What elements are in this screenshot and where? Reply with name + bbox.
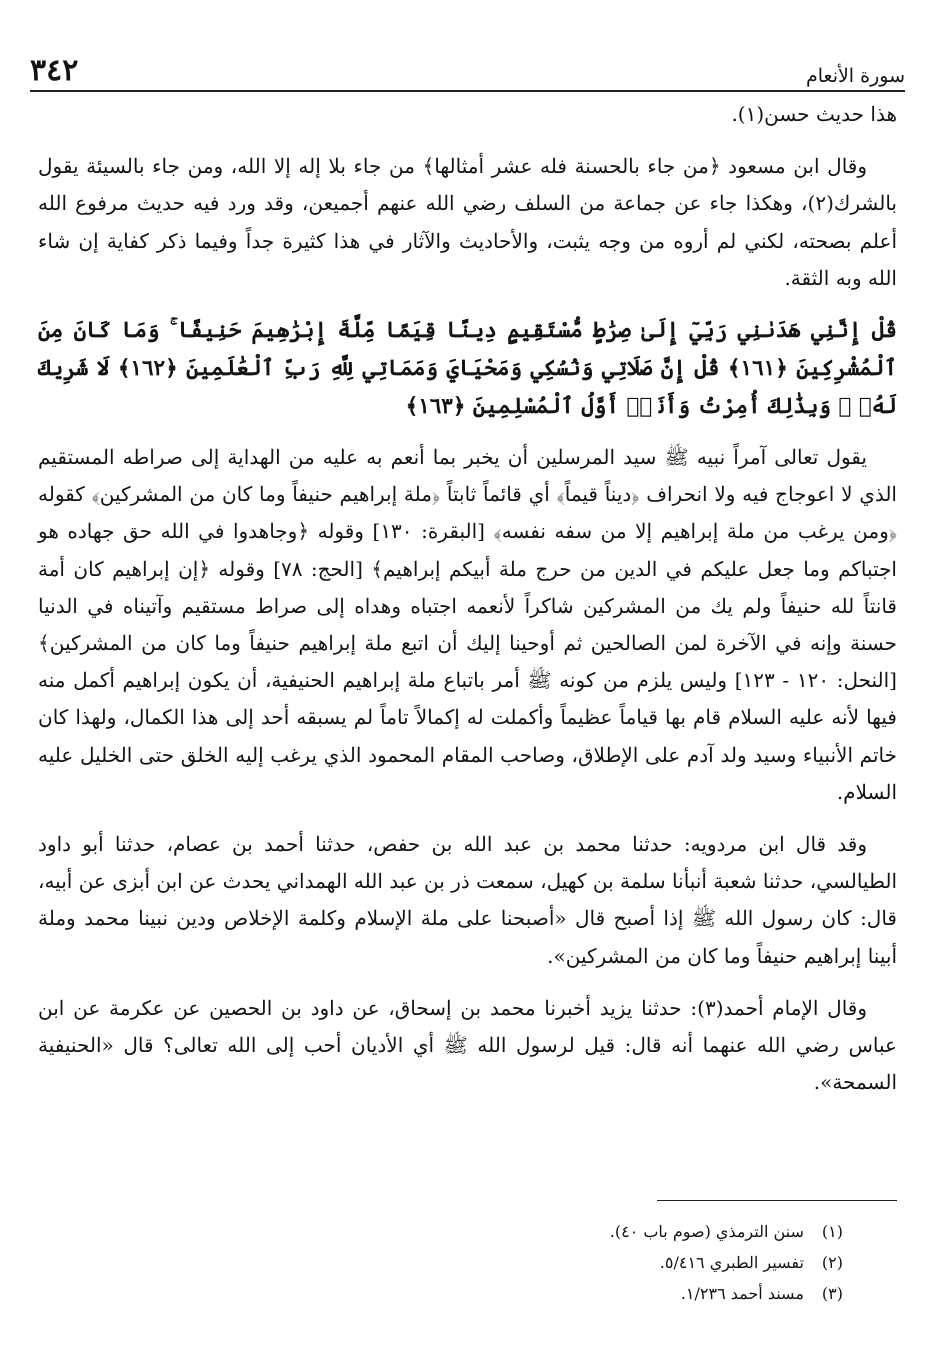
footnote-text: مسند أحمد ١/٢٣٦. (680, 1284, 804, 1303)
footnote-divider (657, 1200, 897, 1201)
footnote-text: سنن الترمذي (صوم باب ٤٠). (609, 1222, 804, 1241)
paragraph-imam-ahmad: وقال الإمام أحمد(٣): حدثنا يزيد أخبرنا محمد بن إسحاق، عن داود بن الحصين عن عكرمة عن ابن عباس رضي الله عنهما أنه قال: قيل لرسول الله ﷺ أي الأديان أحب إلى الله تعالى؟ قال «الحنيفية السمحة». (38, 995, 897, 1095)
paragraph-tafsir-commentary: يقول تعالى آمراً نبيه ﷺ سيد المرسلين أن يخبر بما أنعم به عليه من الهداية إلى صراطه المستقيم الذي لا اعوجاج فيه ولا انحراف ﴿ديناً قيماً﴾ أي قائماً ثابتاً ﴿ملة إبراهيم حنيفاً وما كان من المشركين﴾ كقوله ﴿ومن يرغب من ملة إبراهيم إلا من سفه نفسه﴾ [البقرة: ١٣٠] وقوله ﴿وجاهدوا في الله حق جهاده هو اجتباكم وما جعل عليكم في الدين من حرج ملة أبيكم إبراهيم﴾ [الحج: ٧٨] وقوله ﴿إن إبراهيم كان أمة قانتاً لله حنيفاً ولم يك من المشركين شاكراً لأنعمه اجتباه وهداه إلى صراط مستقيم وآتيناه في الدنيا حسنة وإنه في الآخرة لمن الصالحين ثم أوحينا إليك أن اتبع ملة إبراهيم حنيفاً وما كان من المشركين﴾ [النحل: ١٢٠ - ١٢٣] وليس يلزم من كونه ﷺ أمر باتباع ملة إبراهيم الحنيفية، أن يكون إبراهيم أكمل منه فيها لأنه عليه السلام قام بها قياماً عظيماً وأكملت له إكمالاً تاماً لم يسبقه أحد إلى هذا الكمال، ولهذا كان خاتم الأنبياء وسيد ولد آدم على الإطلاق، وصاحب المقام المحمود الذي يرغب إليه الخلق حتى الخليل عليه السلام. (38, 445, 898, 804)
footnote-item (283, 1216, 843, 1247)
footnote-number: (٣) (821, 1284, 843, 1303)
footnotes (283, 1216, 843, 1309)
footnote-item (283, 1247, 843, 1278)
paragraph-ibn-mardawayh: وقد قال ابن مردويه: حدثنا محمد بن عبد الله بن حفص، حدثنا أحمد بن عصام، حدثنا أبو داود الطيالسي، حدثنا شعبة أنبأنا سلمة بن كهيل، سمعت ذر بن عبد الله الهمداني يحدث عن ابن أبزى عن أبيه، قال: كان رسول الله ﷺ إذا أصبح قال «أصبحنا على ملة الإسلام وكلمة الإخلاص ودين نبينا محمد وملة أبينا إبراهيم حنيفاً وما كان من المشركين». (38, 832, 897, 968)
quran-verse-block: قُلْ إِنَّنِي هَدَىٰنِي رَبِّيٓ إِلَىٰ صِرَٰطٍ مُّسْتَقِيمٍ دِينًا قِيَمًا مِّلَّةَ إِبْرَٰهِيمَ حَنِيفًا ۚ وَمَا كَانَ مِنَ ٱلْمُشْرِكِينَ ﴿١٦١﴾ قُلْ إِنَّ صَلَاتِي وَنُسُكِي وَمَحْيَايَ وَمَمَاتِي لِلَّهِ رَبِّ ٱلْعَٰلَمِينَ ﴿١٦٢﴾ لَا شَرِيكَ لَهُۥ ۖ وَبِذَٰلِكَ أُمِرْتُ وَأَنَا۠ أَوَّلُ ٱلْمُسْلِمِينَ ﴿١٦٣﴾ (38, 318, 897, 420)
paragraph-hadith-grade: هذا حديث حسن(١). (731, 102, 897, 126)
surah-title: سورة الأنعام (805, 65, 905, 87)
main-text (38, 96, 897, 1116)
paragraph-ibn-masud: وقال ابن مسعود ﴿من جاء بالحسنة فله عشر أمثالها﴾ من جاء بلا إله إلا الله، ومن جاء بالسيئة يقول بالشرك(٢)، وهكذا جاء عن جماعة من السلف رضي الله عنهم أجميعن، وقد ورد فيه حديث مرفوع الله أعلم بصحته، لكني لم أروه من وجه يثبت، والأحاديث والآثار في هذا كثيرة جداً وفيما ذكر كفاية إن شاء الله وبه الثقة. (38, 154, 897, 290)
footnote-item (283, 1278, 843, 1309)
page-number: ٣٤٢ (30, 53, 79, 88)
footnote-number: (١) (821, 1222, 843, 1241)
footnote-number: (٢) (821, 1253, 843, 1272)
footnote-text: تفسير الطبري ٥/٤١٦. (659, 1253, 804, 1272)
page-header (30, 52, 905, 92)
